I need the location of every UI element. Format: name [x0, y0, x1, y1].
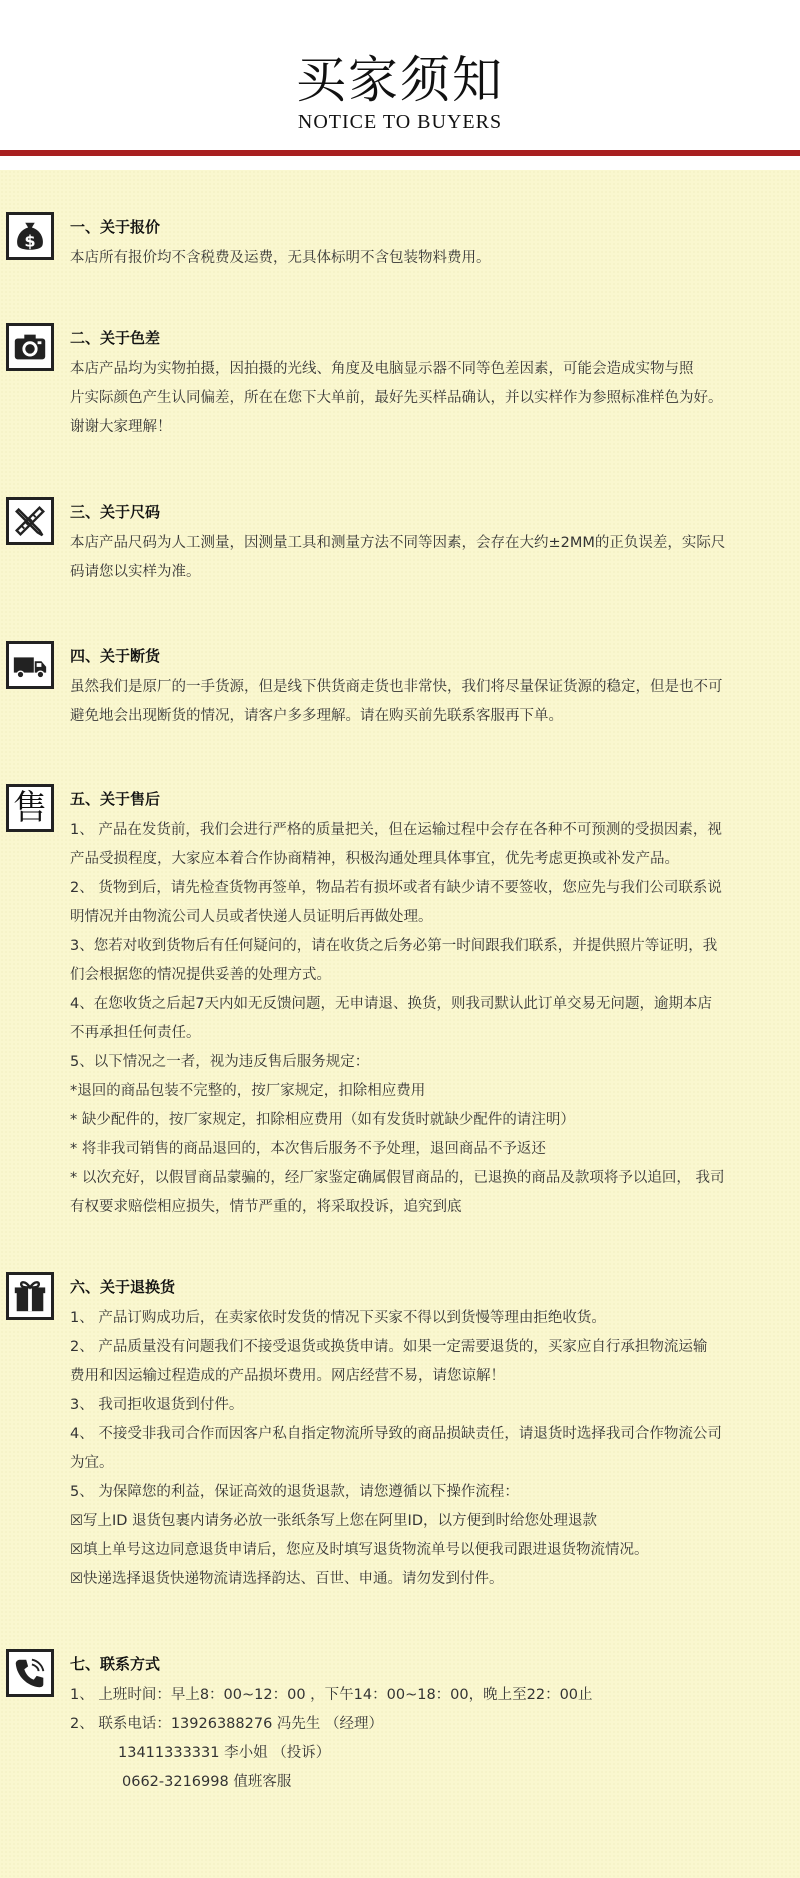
- svg-text:$: $: [24, 231, 36, 251]
- body-line: 5、以下情况之一者，视为违反售后服务规定：: [70, 1054, 370, 1070]
- body-line: 们会根据您的情况提供妥善的处理方式。: [70, 967, 331, 983]
- body-line: 不再承担任何责任。: [70, 1025, 201, 1041]
- section-title: 七、联系方式: [70, 1655, 161, 1673]
- section-body: [70, 673, 785, 731]
- section-title: 一、关于报价: [70, 218, 161, 236]
- body-line: * 以次充好，以假冒商品蒙骗的，经厂家鉴定确属假冒商品的，已退换的商品及款项将予以追回， 我司: [70, 1170, 725, 1186]
- section-body: [70, 816, 785, 1222]
- contact-phone-line: 13411333331 李小姐 （投诉）: [118, 1745, 331, 1761]
- body-line: 本店产品尺码为人工测量，因测量工具和测量方法不同等因素，会存在大约±2MM的正负误差，实际尺: [70, 535, 726, 551]
- header-divider-bar: [0, 150, 800, 156]
- body-line: * 缺少配件的，按厂家规定，扣除相应费用（如有发货时就缺少配件的请注明）: [70, 1112, 575, 1128]
- money-bag-icon: [6, 212, 54, 260]
- section-body: [70, 244, 785, 273]
- phone-icon: [6, 1649, 54, 1697]
- body-line: 2、 联系电话：13926388276 冯先生 （经理）: [70, 1716, 384, 1732]
- body-line: ☒填上单号这边同意退货申请后，您应及时填写退货物流单号以便我司跟进退货物流情况。: [70, 1542, 649, 1558]
- after-sales-icon: [6, 784, 54, 832]
- page-subtitle: NOTICE TO BUYERS: [297, 111, 503, 133]
- section-body: [70, 1304, 785, 1594]
- section-title: 五、关于售后: [70, 790, 161, 808]
- section-title: 六、关于退换货: [70, 1278, 176, 1296]
- body-line: 谢谢大家理解！: [70, 419, 172, 435]
- page-title: 买家须知: [296, 51, 504, 109]
- body-line: 明情况并由物流公司人员或者快递人员证明后再做处理。: [70, 909, 433, 925]
- body-line: *退回的商品包装不完整的，按厂家规定，扣除相应费用: [70, 1083, 426, 1099]
- truck-icon: [6, 641, 54, 689]
- section-title: 四、关于断货: [70, 647, 161, 665]
- body-line: 避免地会出现断货的情况，请客户多多理解。请在购买前先联系客服再下单。: [70, 708, 563, 724]
- body-line: 4、 不接受非我司合作而因客户私自指定物流所导致的商品损缺责任，请退货时选择我司合作物流公司: [70, 1426, 722, 1442]
- section-title: 三、关于尺码: [70, 503, 161, 521]
- body-line: ☒写上ID 退货包裹内请务必放一张纸条写上您在阿里ID，以方便到时给您处理退款: [70, 1513, 597, 1529]
- section-body: [70, 355, 785, 442]
- body-line: 4、在您收货之后起7天内如无反馈问题，无申请退、换货，则我司默认此订单交易无问题，逾期本店: [70, 996, 712, 1012]
- body-line: 1、 上班时间：早上8：00~12：00 ，下午14：00~18：00，晚上至22：00止: [70, 1687, 593, 1703]
- contact-phone-line: 0662-3216998 值班客服: [122, 1774, 292, 1790]
- after-sales-icon-char: 售: [13, 788, 47, 828]
- body-line: 2、 产品质量没有问题我们不接受退货或换货申请。如果一定需要退货的，买家应自行承担物流运输: [70, 1339, 708, 1355]
- body-line: 5、 为保障您的利益，保证高效的退货退款，请您遵循以下操作流程：: [70, 1484, 519, 1500]
- body-line: 费用和因运输过程造成的产品损坏费用。网店经营不易，请您谅解！: [70, 1368, 505, 1384]
- section-body: [70, 529, 785, 587]
- body-line: 本店所有报价均不含税费及运费，无具体标明不含包装物料费用。: [70, 250, 491, 266]
- body-line: 1、 产品在发货前，我们会进行严格的质量把关，但在运输过程中会存在各种不可预测的受损因素，视: [70, 822, 722, 838]
- camera-icon: [6, 323, 54, 371]
- body-line: 有权要求赔偿相应损失，情节严重的，将采取投诉，追究到底: [70, 1199, 462, 1215]
- body-line: 片实际颜色产生认同偏差，所在在您下大单前，最好先买样品确认，并以实样作为参照标准样色为好。: [70, 390, 723, 406]
- body-line: 虽然我们是原厂的一手货源，但是线下供货商走货也非常快，我们将尽量保证货源的稳定，但是也不可: [70, 679, 723, 695]
- body-line: 2、 货物到后，请先检查货物再签单，物品若有损坏或者有缺少请不要签收，您应先与我们公司联系说: [70, 880, 722, 896]
- body-line: 3、 我司拒收退货到付件。: [70, 1397, 244, 1413]
- body-line: 码请您以实样为准。: [70, 564, 201, 580]
- section-body: [70, 1681, 785, 1797]
- body-line: * 将非我司销售的商品退回的，本次售后服务不予处理，退回商品不予返还: [70, 1141, 546, 1157]
- ruler-pencil-icon: [6, 497, 54, 545]
- body-line: 1、 产品订购成功后，在卖家依时发货的情况下买家不得以到货慢等理由拒绝收货。: [70, 1310, 606, 1326]
- page-header: [0, 0, 800, 150]
- section-title: 二、关于色差: [70, 329, 161, 347]
- notice-content: [0, 170, 800, 1878]
- body-line: ☒快递选择退货快递物流请选择韵达、百世、申通。请勿发到付件。: [70, 1571, 504, 1587]
- body-line: 产品受损程度，大家应本着合作协商精神，积极沟通处理具体事宜，优先考虑更换或补发产品。: [70, 851, 679, 867]
- body-line: 本店产品均为实物拍摄，因拍摄的光线、角度及电脑显示器不同等色差因素，可能会造成实物与照: [70, 361, 694, 377]
- body-line: 为宜。: [70, 1455, 114, 1471]
- gift-icon: [6, 1272, 54, 1320]
- body-line: 3、您若对收到货物后有任何疑问的，请在收货之后务必第一时间跟我们联系，并提供照片等证明，我: [70, 938, 718, 954]
